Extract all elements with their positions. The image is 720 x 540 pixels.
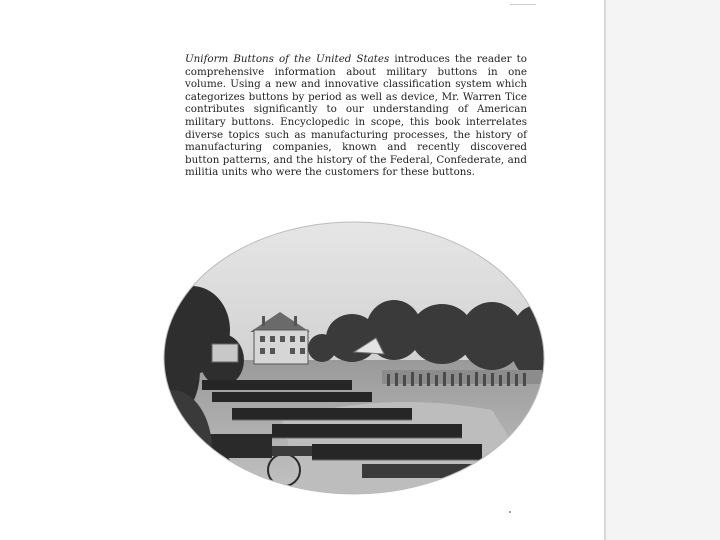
book-description-text: introduces the reader to comprehensive information about military buttons in one volume. Using a new and innovative classification system which categorizes buttons by period as well as device, Mr. Warren Tice contributes significantly to our understanding of American military buttons. Encyclopedic in scope, this book interrelates diverse topics such as manufacturing processes, the history of manufacturing companies, known and recently discovered button patterns, and the history of the Federal, Confederate, and militia units who were the customers for these buttons. <box>185 53 527 179</box>
photo-crowd <box>382 370 542 386</box>
book-description <box>185 53 527 179</box>
historic-photo-oval <box>162 220 546 496</box>
scan-mark <box>510 4 536 11</box>
book-title: Uniform Buttons of the United States <box>185 53 390 65</box>
page-speck <box>509 511 511 513</box>
page-margin-strip <box>606 0 720 540</box>
